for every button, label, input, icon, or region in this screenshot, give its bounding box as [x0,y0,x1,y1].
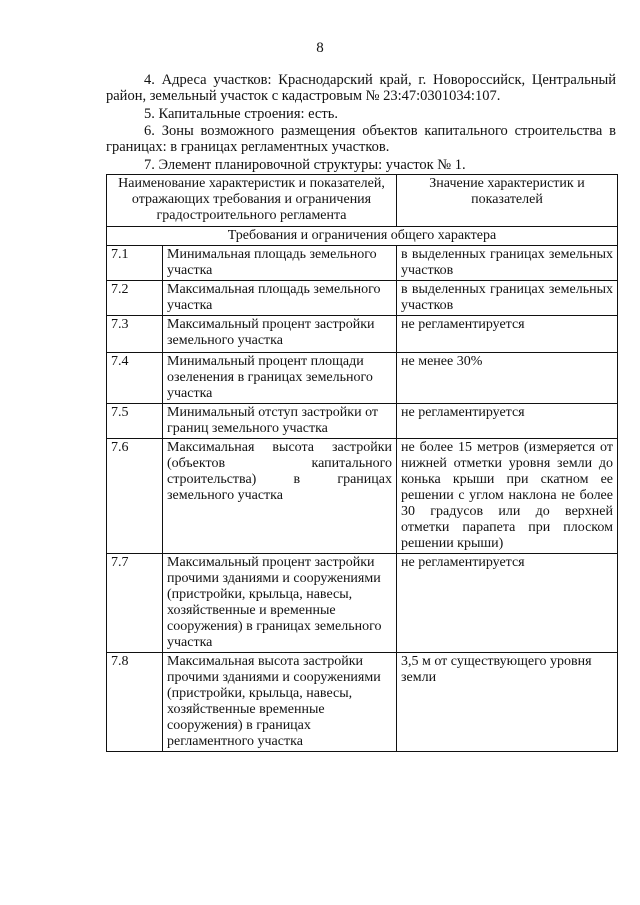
row-number: 7.1 [107,246,163,281]
row-number: 7.2 [107,281,163,316]
table-row [107,281,618,316]
paragraph-capital-buildings: 5. Капитальные строения: есть. [144,106,338,122]
table-row [107,246,618,281]
row-number: 7.8 [107,653,163,752]
row-value: в выделенных границах земельных участков [397,281,618,316]
regulation-table [106,174,618,752]
header-characteristic-value: Значение характеристик и показателей [397,175,618,227]
row-value: не более 15 метров (измеряется от нижней отметки уровня земли до конька крыши при скатном ее решении с углом наклона не более 30 градусов или до верхней отметки парапета при плоском решении крыши) [397,439,618,554]
row-number: 7.5 [107,404,163,439]
page-number: 8 [316,40,324,56]
row-value: не регламентируется [397,554,618,653]
table-row [107,554,618,653]
row-name: Максимальный процент застройки прочими зданиями и сооружениями (пристройки, крыльца, навесы, хозяйственные и временные сооружения) в границах земельного участка [163,554,397,653]
row-number: 7.4 [107,353,163,404]
row-number: 7.6 [107,439,163,554]
row-name: Максимальная площадь земельного участка [163,281,397,316]
row-name: Максимальная высота застройки (объектов капитального строительства) в границах земельного участка [163,439,397,554]
row-number: 7.7 [107,554,163,653]
table-row [107,404,618,439]
row-value: не регламентируется [397,404,618,439]
row-value: в выделенных границах земельных участков [397,246,618,281]
row-name: Максимальная высота застройки прочими зданиями и сооружениями (пристройки, крыльца, навесы, хозяйственные временные сооружения) в границах регламентного участка [163,653,397,752]
table-row [107,439,618,554]
section-row [107,227,618,246]
row-number: 7.3 [107,316,163,353]
row-value: не регламентируется [397,316,618,353]
table-row [107,316,618,353]
paragraph-construction-zones: 6. Зоны возможного размещения объектов капитального строительства в границах: в границах регламентных участков. [106,123,616,155]
row-name: Минимальная площадь земельного участка [163,246,397,281]
section-title: Требования и ограничения общего характера [107,227,618,246]
row-name: Минимальный процент площади озеленения в границах земельного участка [163,353,397,404]
row-value: не менее 30% [397,353,618,404]
table-row [107,353,618,404]
row-name: Максимальный процент застройки земельного участка [163,316,397,353]
row-name: Минимальный отступ застройки от границ земельного участка [163,404,397,439]
row-value: 3,5 м от существующего уровня земли [397,653,618,752]
table-header-row [107,175,618,227]
header-characteristic-name: Наименование характеристик и показателей, отражающих требования и ограничения градостроительного регламента [107,175,397,227]
paragraph-planning-element: 7. Элемент планировочной структуры: участок № 1. [144,157,466,173]
paragraph-addresses: 4. Адреса участков: Краснодарский край, г. Новороссийск, Центральный район, земельный участок с кадастровым № 23:47:0301034:107. [106,72,616,104]
table-row [107,653,618,752]
